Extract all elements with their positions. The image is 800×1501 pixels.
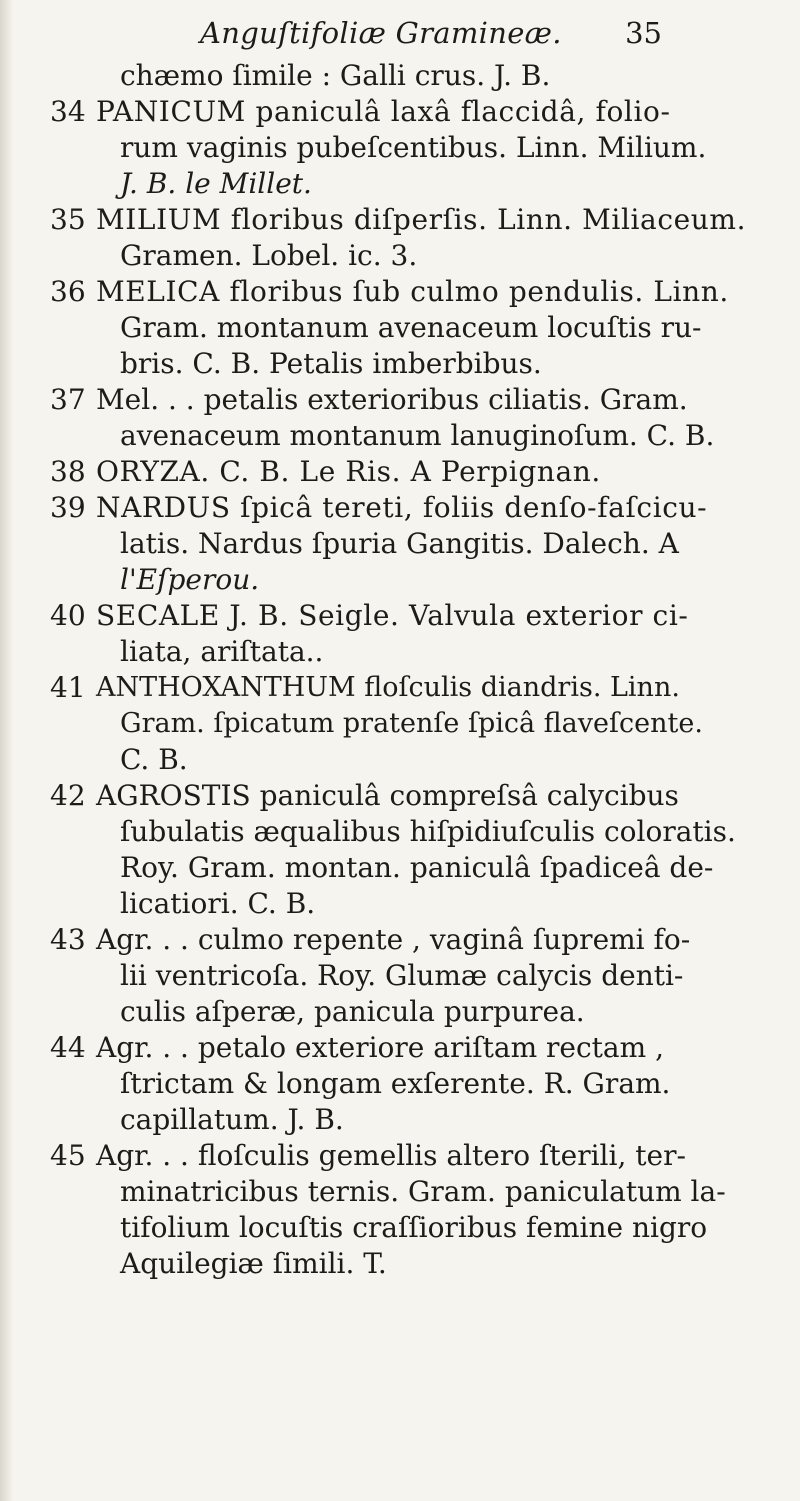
text-line: culis aſperæ, panicula purpurea. [120,995,585,1028]
text-line: PANICUM paniculâ laxâ flaccidâ, folio- [96,95,671,128]
text-line: C. B. [120,743,188,776]
entry-number: 43 [50,923,86,956]
page-number: 35 [625,16,662,50]
text-line: bris. C. B. Petalis imberbibus. [120,347,542,380]
text-line: J. B. le Millet. [120,167,312,200]
entry-number: 36 [50,275,86,308]
entry-number: 44 [50,1031,86,1064]
text-line: minatricibus ternis. Gram. paniculatum la- [120,1175,726,1208]
text-line: MILIUM floribus diſperſis. Linn. Miliaceum. [96,203,747,236]
text-line: liata, ariſtata.. [120,635,324,668]
entry-number: 39 [50,491,86,524]
entry-number: 34 [50,95,86,128]
text-line: lii ventricoſa. Roy. Glumæ calycis denti- [120,959,684,992]
text-line: Gram. ſpicatum pratenſe ſpicâ flaveſcente. [120,708,703,739]
text-line: avenaceum montanum lanuginoſum. C. B. [120,419,715,452]
text-line: Aquilegiæ ſimili. T. [120,1247,387,1280]
entry-number: 38 [50,455,86,488]
text-line: MELICA floribus ſub culmo pendulis. Linn. [96,275,729,308]
text-line: Gram. montanum avenaceum locuſtis ru- [120,311,702,344]
text-line: NARDUS ſpicâ tereti, foliis denſo-faſcicu- [96,491,708,524]
text-line: Roy. Gram. montan. paniculâ ſpadiceâ de- [120,851,714,884]
text-line: latis. Nardus ſpuria Gangitis. Dalech. A [120,527,679,560]
text-line: Mel. . . petalis exterioribus ciliatis. Gram. [96,383,688,416]
entry-number: 41 [50,671,86,704]
entry-number: 42 [50,779,86,812]
entry-number: 35 [50,203,86,236]
text-line: Agr. . . petalo exteriore ariſtam rectam , [96,1031,664,1064]
running-title: Anguſtifoliæ Gramineæ. [200,16,562,50]
text-line: ſubulatis æqualibus hiſpidiuſculis coloratis. [120,815,736,848]
text-line: chæmo ſimile : Galli crus. J. B. [120,59,551,92]
text-line: Agr. . . culmo repente , vaginâ ſupremi fo- [96,923,691,956]
text-line: Gramen. Lobel. ic. 3. [120,239,418,272]
entry-number: 45 [50,1139,86,1172]
text-line: capillatum. J. B. [120,1103,344,1136]
text-line: ANTHOXANTHUM floſculis diandris. Linn. [96,672,680,703]
text-line: SECALE J. B. Seigle. Valvula exterior ci- [96,599,689,632]
page-header [0,16,800,56]
text-line: rum vaginis pubeſcentibus. Linn. Milium. [120,131,707,164]
entry-number: 37 [50,383,86,416]
text-line: ſtrictam & longam exſerente. R. Gram. [120,1067,671,1100]
text-line: Agr. . . floſculis gemellis altero ſterili, ter- [96,1139,686,1172]
page-gutter-shadow [0,0,14,1501]
text-line: licatiori. C. B. [120,887,316,920]
text-line: l'Eſperou. [120,563,260,596]
entry-number: 40 [50,599,86,632]
text-line: ORYZA. C. B. Le Ris. A Perpignan. [96,455,601,488]
text-line: AGROSTIS paniculâ compreſsâ calycibus [96,779,679,812]
text-line: tifolium locuſtis craſſioribus femine nigro [120,1211,708,1244]
